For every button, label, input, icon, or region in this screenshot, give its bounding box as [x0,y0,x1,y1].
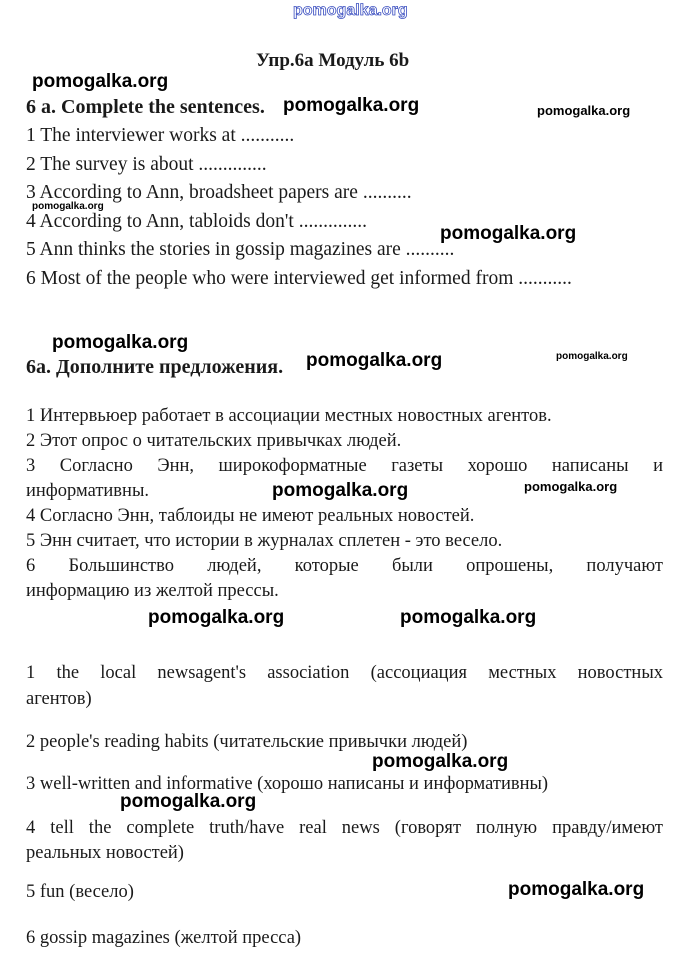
answer-4: 4 tell the complete truth/have real news (говорят полную правду/имеют [26,818,663,838]
watermark: pomogalka.org [32,71,169,92]
watermark: pomogalka.org [272,480,409,501]
watermark: pomogalka.org [537,103,631,118]
watermark: pomogalka.org [372,751,509,772]
watermark: pomogalka.org [556,351,628,362]
russian-item-2: 2 Этот опрос о читательских привычках людей. [26,431,402,451]
answer-1: 1 the local newsagent's association (ассоциация местных новостных [26,663,663,683]
english-item-2: 2 The survey is about .............. [26,154,267,175]
russian-item-4: 4 Согласно Энн, таблоиды не имеют реальных новостей. [26,506,475,526]
russian-heading: 6а. Дополните предложения. [26,356,284,378]
watermark: pomogalka.org [508,879,645,900]
english-item-4: 4 According to Ann, tabloids don't .............. [26,211,367,232]
watermark: pomogalka.org [52,332,189,353]
watermark: pomogalka.org [120,791,257,812]
english-item-1: 1 The interviewer works at ........... [26,125,295,146]
page-title: Упр.6а Модуль 6b [256,50,410,71]
watermark-top: pomogalka.org [293,2,408,19]
answer-1-cont: агентов) [26,689,92,709]
russian-item-6: 6 Большинство людей, которые были опрошены, получают [26,556,663,576]
answer-5: 5 fun (весело) [26,882,134,902]
russian-item-6-cont: информацию из желтой прессы. [26,581,279,601]
answer-3: 3 well-written and informative (хорошо написаны и информативны) [26,774,549,794]
answer-6: 6 gossip magazines (желтой пресса) [26,928,302,948]
watermark: pomogalka.org [283,95,420,116]
english-heading: 6 a. Complete the sentences. [26,96,265,118]
answer-4-cont: реальных новостей) [26,843,184,863]
english-item-3: 3 According to Ann, broadsheet papers are .......... [26,182,412,203]
answer-2: 2 people's reading habits (читательские привычки людей) [26,732,468,752]
watermark: pomogalka.org [32,201,104,212]
watermark: pomogalka.org [148,607,285,628]
watermark: pomogalka.org [306,350,443,371]
russian-item-3-cont: информативны. [26,481,149,501]
english-item-6: 6 Most of the people who were interviewed get informed from ........... [26,268,572,289]
watermark: pomogalka.org [400,607,537,628]
watermark: pomogalka.org [524,479,618,494]
english-item-5: 5 Ann thinks the stories in gossip magazines are .......... [26,239,455,260]
russian-item-5: 5 Энн считает, что истории в журналах сплетен - это весело. [26,531,503,551]
russian-item-1: 1 Интервьюер работает в ассоциации местных новостных агентов. [26,406,552,426]
watermark: pomogalka.org [440,223,577,244]
russian-item-3: 3 Согласно Энн, широкоформатные газеты хорошо написаны и [26,456,663,476]
